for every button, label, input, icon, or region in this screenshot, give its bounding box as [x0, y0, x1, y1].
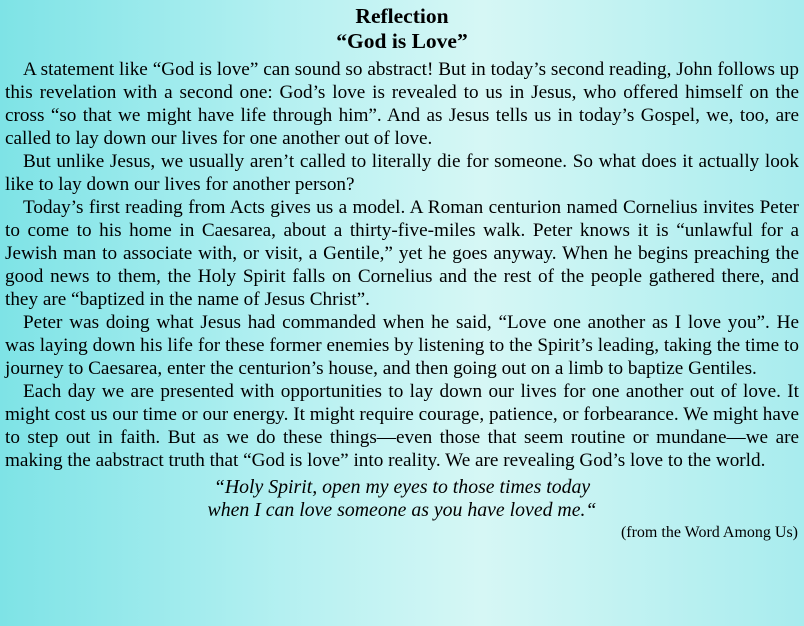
paragraph-4: Peter was doing what Jesus had commanded when he said, “Love one another as I love you”. He was laying down his life for these former enemies by listening to the Spirit’s leading, taking the time to journey to Caesarea, enter the centurion’s house, and then going out on a limb to baptize Gentiles.: [5, 312, 799, 379]
prayer-quote: [5, 476, 799, 522]
paragraph-1: A statement like “God is love” can sound so abstract! But in today’s second reading, John follows up this revelation with a second one: God’s love is revealed to us in Jesus, who offered himself on the cross “so that we might have life through him”. And as Jesus tells us in today’s Gospel, we, too, are called to lay down our lives for one another out of love.: [5, 59, 799, 149]
paragraph-5: Each day we are presented with opportunities to lay down our lives for one another out of love. It might cost us our time or our energy. It might require courage, patience, or forbearance. We might have to step out in faith. But as we do these things—even those that seem routine or mundane—we are making the aabstract truth that “God is love” into reality. We are revealing God’s love to the world.: [5, 381, 799, 471]
page-title: [5, 4, 799, 54]
title-line-1: Reflection: [355, 4, 449, 28]
source-attribution: (from the Word Among Us): [620, 524, 798, 541]
title-line-2: “God is Love”: [336, 29, 468, 53]
paragraph-2: But unlike Jesus, we usually aren’t called to literally die for someone. So what does it actually look like to lay down our lives for another person?: [5, 151, 799, 195]
prayer-line-2: when I can love someone as you have loved me.“: [207, 499, 597, 521]
prayer-line-1: “Holy Spirit, open my eyes to those times today: [213, 476, 591, 498]
reflection-body: [5, 58, 799, 472]
paragraph-3: Today’s first reading from Acts gives us a model. A Roman centurion named Cornelius invites Peter to come to his home in Caesarea, about a thirty-five-miles walk. Peter knows it is “unlawful for a Jewish man to associate with, or visit, a Gentile,” yet he goes anyway. When he begins preaching the good news to them, the Holy Spirit falls on Cornelius and the rest of the people gathered there, and they are “baptized in the name of Jesus Christ”.: [5, 197, 799, 310]
